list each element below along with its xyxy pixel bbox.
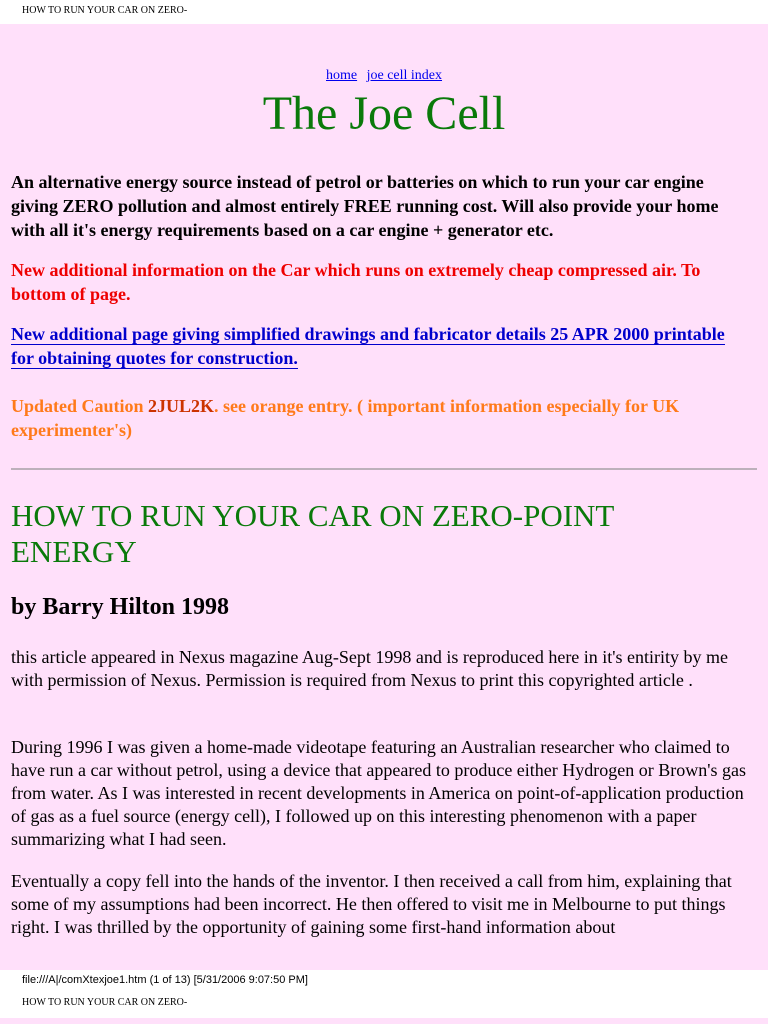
next-page-strip [0, 1018, 768, 1024]
intro-text: An alternative energy source instead of petrol or batteries on which to run your car engine giving ZERO pollution and almost entirely FREE running cost. Will also provide your home with all it's energy requirements based on a car engine + generator etc. [11, 172, 719, 240]
footer-file-url: file:///A|/comXtexjoe1.htm (1 of 13) [5/31/2006 9:07:50 PM] [22, 974, 308, 986]
compressed-air-notice: New additional information on the Car which runs on extremely cheap compressed air. To bottom of page. [11, 260, 701, 304]
print-header-text: HOW TO RUN YOUR CAR ON ZERO- [22, 5, 188, 16]
paragraph-3: Eventually a copy fell into the hands of the inventor. I then received a call from him, explaining that some of my assumptions had been incorrect. He then offered to visit me in Melbourne to put things right. I was thrilled by the opportunity of gaining some first-hand information about [11, 871, 732, 937]
drawings-page-link-text[interactable]: New additional page giving simplified drawings and fabricator details 25 APR 2000 printable for obtaining quotes for construction. [11, 324, 725, 368]
caution-date: 2JUL2K [148, 396, 215, 416]
paragraph-2: During 1996 I was given a home-made videotape featuring an Australian researcher who claimed to have run a car without petrol, using a device that appeared to produce either Hydrogen or Brown's gas from water. As I was interested in recent developments in America on point-of-application production of gas as a fuel source (energy cell), I followed up on this interesting phenomenon with a paper summarizing what I had seen. [11, 737, 746, 849]
article-byline: by Barry Hilton 1998 [11, 594, 230, 620]
article-title: HOW TO RUN YOUR CAR ON ZERO-POINT ENERGY [11, 498, 614, 569]
nav-joe-cell-index-link[interactable]: joe cell index [366, 68, 443, 83]
nav-home-link[interactable]: home [325, 68, 358, 83]
footer-next-page-header: HOW TO RUN YOUR CAR ON ZERO- [22, 997, 188, 1008]
paragraph-1: this article appeared in Nexus magazine Aug-Sept 1998 and is reproduced here in it's entirity by me with permission of Nexus. Permission is required from Nexus to print this copyrighted article . [11, 647, 729, 690]
caution-prefix: Updated Caution [11, 396, 149, 416]
horizontal-divider [11, 468, 757, 470]
page-title: The Joe Cell [262, 87, 506, 140]
caution-suffix: . see orange entry. ( important information especially for UK experimenter's) [11, 396, 680, 440]
caution-notice [11, 394, 751, 442]
drawings-page-link[interactable] [11, 322, 751, 370]
print-header [0, 0, 768, 24]
top-nav [0, 68, 768, 84]
print-footer [0, 970, 768, 1024]
web-page [0, 24, 768, 970]
